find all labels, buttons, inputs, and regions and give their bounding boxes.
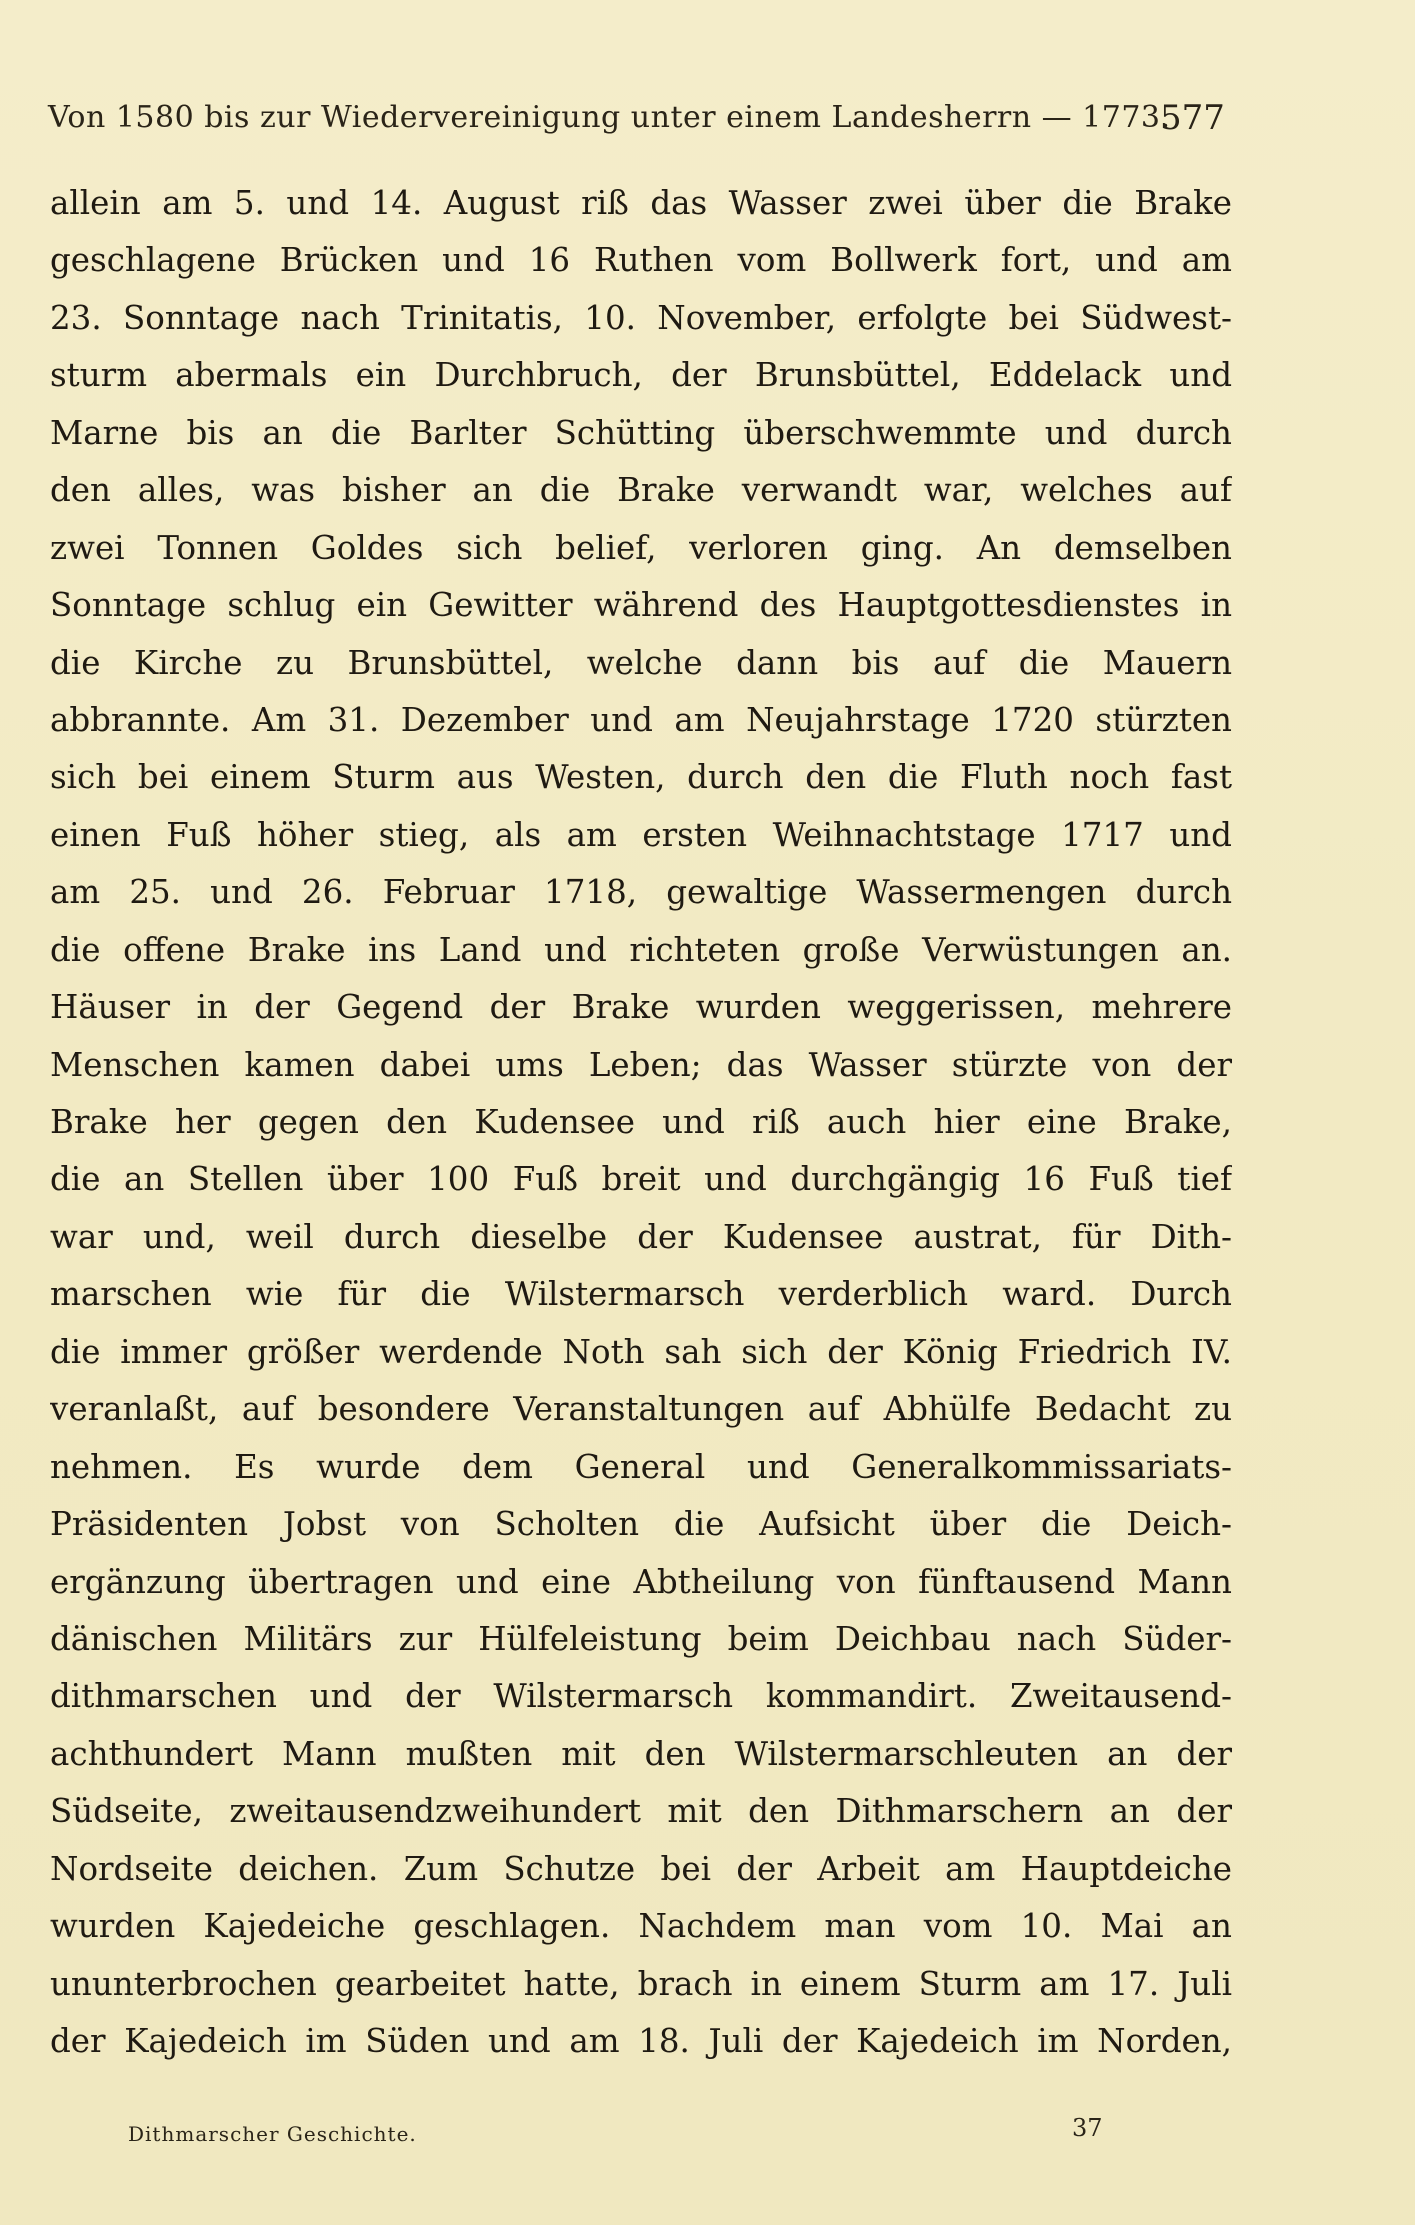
text-line: den alles, was bisher an die Brake verwandt war, welches auf bbox=[50, 471, 1232, 510]
text-line: zwei Tonnen Goldes sich belief, verloren ging. An demselben bbox=[50, 528, 1232, 567]
text-line: die immer größer werdende Noth sah sich der König Friedrich IV. bbox=[50, 1332, 1232, 1371]
text-line: 23. Sonntage nach Trinitatis, 10. November, erfolgte bei Südwest- bbox=[50, 298, 1232, 337]
text-line: einen Fuß höher stieg, als am ersten Weihnachtstage 1717 und bbox=[50, 815, 1232, 854]
text-line: Nordseite deichen. Zum Schutze bei der Arbeit am Hauptdeiche bbox=[50, 1849, 1232, 1888]
text-line: dithmarschen und der Wilstermarsch kommandirt. Zweitausend- bbox=[50, 1677, 1232, 1716]
text-line: abbrannte. Am 31. Dezember und am Neujahrstage 1720 stürzten bbox=[50, 700, 1232, 739]
text-line: wurden Kajedeiche geschlagen. Nachdem man vom 10. Mai an bbox=[50, 1907, 1232, 1946]
text-line: sturm abermals ein Durchbruch, der Brunsbüttel, Eddelack und bbox=[50, 356, 1232, 395]
text-line: geschlagene Brücken und 16 Ruthen vom Bollwerk fort, und am bbox=[50, 241, 1232, 280]
footer-book-title: Dithmarscher Geschichte. bbox=[128, 2122, 417, 2146]
text-line: Häuser in der Gegend der Brake wurden weggerissen, mehrere bbox=[50, 988, 1232, 1027]
text-line: Südseite, zweitausendzweihundert mit den Dithmarschern an der bbox=[50, 1792, 1232, 1831]
text-line: achthundert Mann mußten mit den Wilstermarschleuten an der bbox=[50, 1734, 1232, 1773]
text-line: Menschen kamen dabei ums Leben; das Wasser stürzte von der bbox=[50, 1045, 1232, 1084]
text-line: am 25. und 26. Februar 1718, gewaltige Wassermengen durch bbox=[50, 873, 1232, 912]
text-line: veranlaßt, auf besondere Veranstaltungen auf Abhülfe Bedacht zu bbox=[50, 1390, 1232, 1429]
text-line: ergänzung übertragen und eine Abtheilung von fünftausend Mann bbox=[50, 1562, 1232, 1601]
text-line: der Kajedeich im Süden und am 18. Juli der Kajedeich im Norden, bbox=[50, 2022, 1232, 2060]
text-line: sich bei einem Sturm aus Westen, durch den die Fluth noch fast bbox=[50, 758, 1232, 797]
text-line: allein am 5. und 14. August riß das Wasser zwei über die Brake bbox=[50, 184, 1232, 222]
text-line: Marne bis an die Barlter Schütting überschwemmte und durch bbox=[50, 413, 1232, 452]
text-line: die offene Brake ins Land und richteten große Verwüstungen an. bbox=[50, 930, 1232, 969]
text-line: die an Stellen über 100 Fuß breit und durchgängig 16 Fuß tief bbox=[50, 1160, 1232, 1199]
text-line: die Kirche zu Brunsbüttel, welche dann bis auf die Mauern bbox=[50, 643, 1232, 682]
text-line: war und, weil durch dieselbe der Kudensee austrat, für Dith- bbox=[50, 1217, 1232, 1256]
text-line: Sonntage schlug ein Gewitter während des Hauptgottesdienstes in bbox=[50, 586, 1232, 625]
text-line: nehmen. Es wurde dem General und Generalkommissariats- bbox=[50, 1447, 1232, 1486]
text-line: dänischen Militärs zur Hülfeleistung beim Deichbau nach Süder- bbox=[50, 1619, 1232, 1658]
text-line: marschen wie für die Wilstermarsch verderblich ward. Durch bbox=[50, 1275, 1232, 1314]
signature-mark: 37 bbox=[1072, 2114, 1103, 2142]
text-line: Präsidenten Jobst von Scholten die Aufsicht über die Deich- bbox=[50, 1505, 1232, 1544]
body-text bbox=[50, 175, 1232, 2070]
page-number: 577 bbox=[1160, 98, 1225, 138]
running-header: Von 1580 bis zur Wiedervereinigung unter einem Landesherrn — 1773. bbox=[48, 100, 1171, 135]
text-line: Brake her gegen den Kudensee und riß auch hier eine Brake, bbox=[50, 1103, 1232, 1141]
text-line: ununterbrochen gearbeitet hatte, brach in einem Sturm am 17. Juli bbox=[50, 1964, 1232, 2003]
